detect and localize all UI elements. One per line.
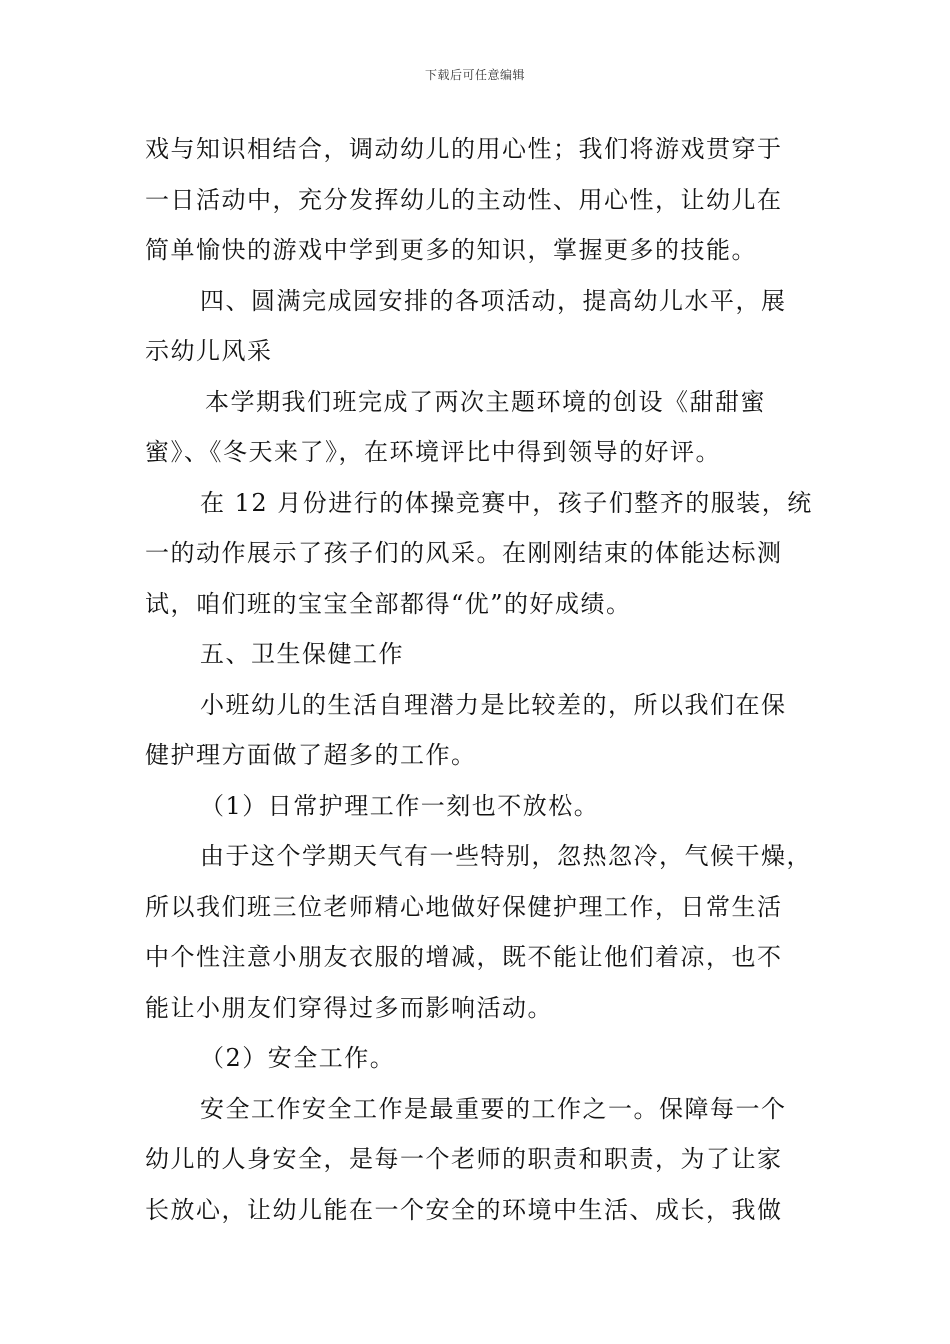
section-heading-line: 五、卫生保健工作 xyxy=(200,640,404,668)
text-line: 中个性注意小朋友衣服的增减，既不能让他们着凉，也不 xyxy=(145,943,783,971)
text-line: 戏与知识相结合，调动幼儿的用心性；我们将游戏贯穿于 xyxy=(145,135,783,163)
text-line: 一的动作展示了孩子们的风采。在刚刚结束的体能达标测 xyxy=(145,539,783,567)
text-line: 蜜》、《冬天来了》，在环境评比中得到领导的好评。 xyxy=(145,438,721,466)
text-line: 在 12 月份进行的体操竞赛中，孩子们整齐的服装，统 xyxy=(200,488,813,517)
subheading-line: （1）日常护理工作一刻也不放松。 xyxy=(200,791,600,820)
text-line: 简单愉快的游戏中学到更多的知识，掌握更多的技能。 xyxy=(145,236,757,264)
text-line: 小班幼儿的生活自理潜力是比较差的，所以我们在保 xyxy=(200,690,787,719)
section-heading-line: 四、圆满完成园安排的各项活动，提高幼儿水平，展 xyxy=(200,286,787,315)
text-line: 健护理方面做了超多的工作。 xyxy=(145,741,477,769)
text-line: 试，咱们班的宝宝全部都得“优”的好成绩。 xyxy=(145,589,632,618)
page-header: 下载后可任意编辑 xyxy=(424,68,525,82)
text-line: 由于这个学期天气有一些特别，忽热忽冷，气候干燥， xyxy=(200,842,812,870)
text-line: 幼儿的人身安全，是每一个老师的职责和职责，为了让家 xyxy=(145,1145,783,1173)
text-line: 能让小朋友们穿得过多而影响活动。 xyxy=(145,993,553,1022)
subheading-line: （2）安全工作。 xyxy=(200,1044,396,1072)
text-line: 一日活动中，充分发挥幼儿的主动性、用心性，让幼儿在 xyxy=(145,185,783,214)
text-line: 本学期我们班完成了两次主题环境的创设《甜甜蜜 xyxy=(205,387,766,416)
section-heading-line: 示幼儿风采 xyxy=(145,337,273,365)
text-line: 所以我们班三位老师精心地做好保健护理工作，日常生活 xyxy=(145,892,783,921)
text-line: 安全工作安全工作是最重要的工作之一。保障每一个 xyxy=(200,1094,787,1123)
text-line: 长放心，让幼儿能在一个安全的环境中生活、成长，我做 xyxy=(145,1195,783,1224)
document-body xyxy=(145,124,813,1235)
